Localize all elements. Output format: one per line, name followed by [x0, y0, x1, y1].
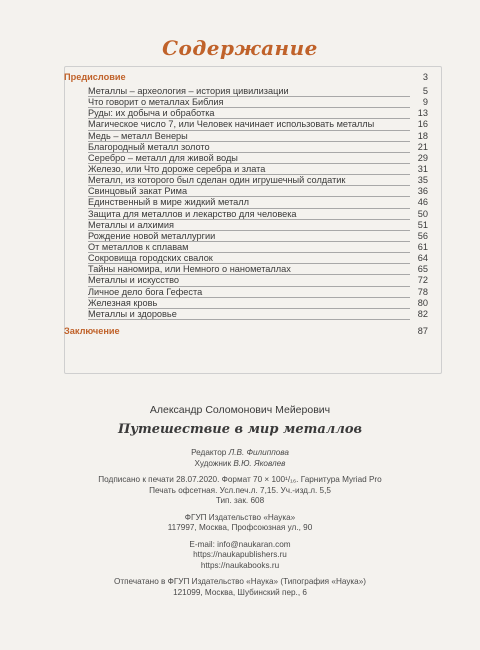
toc-entry	[64, 264, 428, 275]
toc-entry-page: 72	[417, 275, 428, 286]
toc-entry-title: От металлов к сплавам	[88, 241, 189, 252]
toc-entry-title: Рождение новой металлургии	[88, 230, 216, 241]
toc-entry-title: Металл, из которого был сделан один игрушечный солдатик	[88, 175, 346, 186]
toc-entry-page: 9	[422, 97, 428, 108]
toc-entry	[64, 186, 428, 197]
toc-entry	[64, 242, 428, 253]
toc-entry-page: 78	[417, 286, 428, 297]
toc-entry-page: 5	[422, 86, 428, 96]
toc-entry-page: 3	[422, 72, 428, 82]
toc-entry-page: 64	[417, 253, 428, 264]
toc-entry-page: 65	[417, 264, 428, 275]
toc-entry-page: 31	[417, 163, 428, 174]
toc-section-entry	[64, 72, 428, 86]
toc-entry	[64, 97, 428, 108]
website-link-2: https://naukabooks.ru	[200, 560, 280, 570]
toc-entry-page: 29	[417, 152, 428, 163]
toc-entry-page: 35	[417, 175, 428, 186]
imprint	[0, 404, 480, 598]
toc-entry	[64, 108, 428, 119]
toc-entry	[64, 86, 428, 97]
print-line-1: Подписано к печати 28.07.2020. Формат 70 × 100¹/₁₆. Гарнитура Myriad Pro	[98, 475, 382, 484]
printing-house	[0, 577, 480, 598]
toc-entry-title: Железо, или Что дороже серебра и злата	[88, 163, 266, 174]
contact-info	[0, 540, 480, 572]
toc-section-entry	[64, 326, 428, 337]
print-info	[0, 475, 480, 507]
toc-entry-title: Металлы и алхимия	[88, 219, 174, 230]
toc-entry-title: Медь – металл Венеры	[88, 130, 188, 141]
toc-entry-title: Руды: их добыча и обработка	[88, 108, 215, 119]
publisher-address: 117997, Москва, Профсоюзная ул., 90	[167, 523, 313, 532]
toc-entry-page: 80	[417, 297, 428, 308]
editor-line	[0, 448, 480, 459]
printing-house-address: 121099, Москва, Шубинский пер., 6	[173, 587, 307, 597]
toc-entry	[64, 197, 428, 208]
toc-entry-page: 36	[417, 186, 428, 197]
toc-entry	[64, 153, 428, 164]
toc-entry-title: Предисловие	[64, 72, 126, 82]
editor-label: Редактор	[191, 448, 227, 457]
toc-entry-title: Металлы – археология – история цивилизации	[88, 86, 289, 96]
toc-entry-title: Металлы и здоровье	[88, 308, 177, 319]
toc-entry-title: Свинцовый закат Рима	[88, 186, 188, 197]
toc-entry-title: Защита для металлов и лекарство для человека	[88, 208, 297, 219]
artist-line	[0, 459, 480, 470]
toc-entry-page: 61	[417, 241, 428, 252]
author-name: Александр Соломонович Мейерович	[149, 404, 331, 416]
book-title: Путешествие в мир металлов	[117, 422, 363, 437]
toc-entry-page: 46	[417, 197, 428, 208]
toc-entry-title: Серебро – металл для живой воды	[88, 152, 238, 163]
publisher-info	[0, 513, 480, 534]
publisher-name: ФГУП Издательство «Наука»	[184, 512, 296, 522]
toc-entry-page: 21	[417, 141, 428, 152]
editor-name: Л.В. Филиппова	[228, 448, 289, 457]
toc-entry-page: 56	[417, 230, 428, 241]
toc-entry	[64, 275, 428, 286]
toc-entry-title: Тайны наномира, или Немного о нанометаллах	[88, 264, 291, 275]
toc-entry-page: 82	[417, 308, 428, 319]
website-link-1: https://naukapublishers.ru	[193, 550, 287, 559]
toc-heading: Содержание	[162, 36, 318, 60]
toc-entry-page: 18	[417, 130, 428, 141]
toc-entry-title: Благородный металл золото	[88, 141, 210, 152]
printing-house-name: Отпечатано в ФГУП Издательство «Наука» (Типография «Наука»)	[113, 577, 367, 586]
toc-entry	[64, 131, 428, 142]
toc-entry	[64, 309, 428, 320]
toc-entry-title: Металлы и искусство	[88, 275, 179, 286]
toc-entry-page: 51	[417, 219, 428, 230]
artist-label: Художник	[194, 458, 232, 468]
print-line-2: Печать офсетная. Усл.печ.л. 7,15. Уч.-изд.л. 5,5	[149, 485, 331, 495]
toc-entry-title: Магическое число 7, или Человек начинает использовать металлы	[88, 119, 375, 130]
toc-entry	[64, 175, 428, 186]
toc-entry	[64, 231, 428, 242]
toc-entry	[64, 220, 428, 231]
table-of-contents	[64, 72, 428, 337]
toc-entry	[64, 253, 428, 264]
toc-entry-title: Единственный в мире жидкий металл	[88, 197, 250, 208]
toc-entry-page: 50	[417, 208, 428, 219]
print-line-3: Тип. зак. 608	[215, 496, 265, 505]
toc-entry-title: Железная кровь	[88, 297, 158, 308]
toc-entry	[64, 164, 428, 175]
toc-entry-title: Личное дело бога Гефеста	[88, 286, 203, 297]
toc-entry	[64, 209, 428, 220]
artist-name: В.Ю. Яковлев	[233, 458, 286, 468]
toc-entry-page: 13	[417, 108, 428, 119]
toc-entry-title: Что говорит о металлах Библия	[88, 97, 224, 108]
email-text: E-mail: info@naukaran.com	[189, 539, 291, 549]
toc-entry	[64, 119, 428, 130]
toc-entry-title: Заключение	[64, 325, 120, 336]
toc-entry-title: Сокровища городских свалок	[88, 253, 213, 264]
toc-entry	[64, 142, 428, 153]
toc-entry-page: 87	[417, 325, 428, 336]
toc-entry	[64, 298, 428, 309]
toc-entry	[64, 287, 428, 298]
toc-entry-page: 16	[417, 119, 428, 130]
